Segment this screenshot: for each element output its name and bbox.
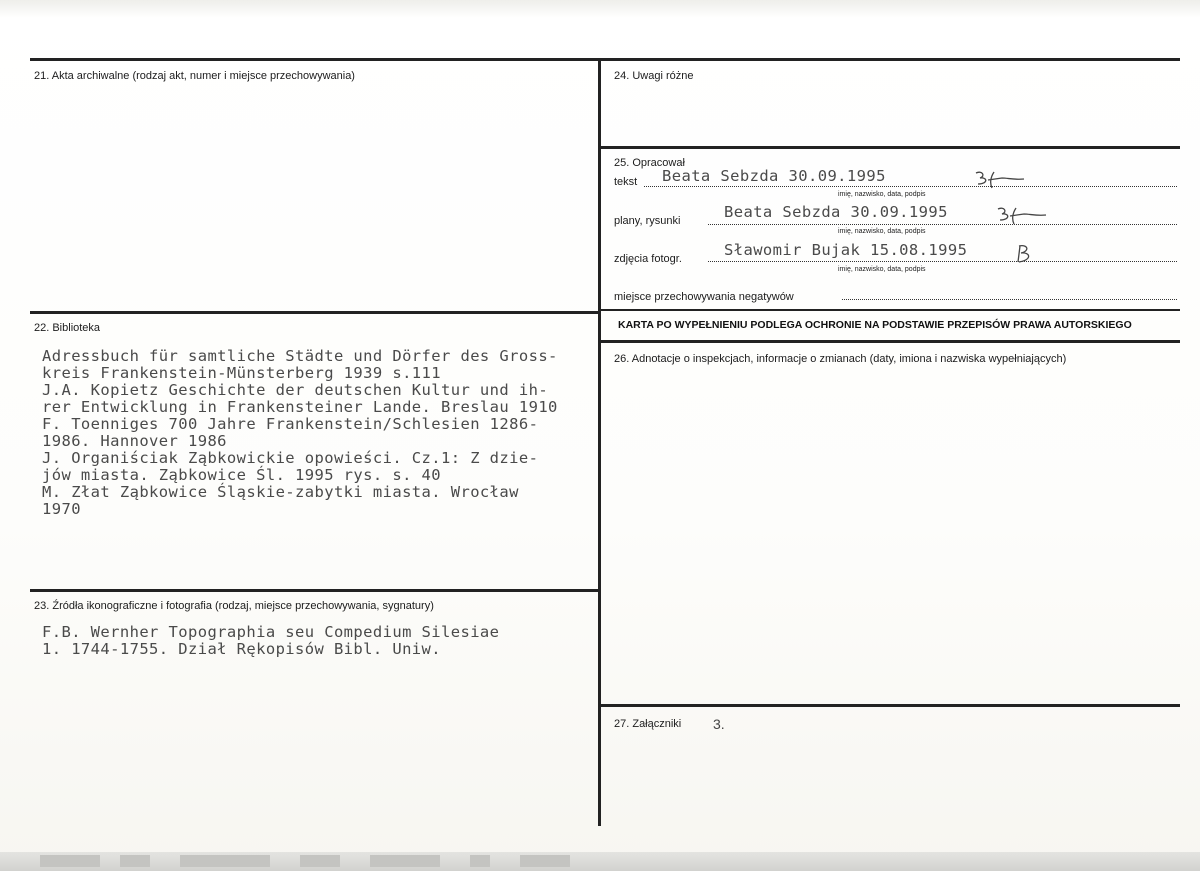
- tekst-signature: [968, 168, 1030, 190]
- top-border-line: [30, 58, 1180, 61]
- section-27-label: 27. Załączniki: [614, 718, 682, 730]
- bibliography-line: Adressbuch für samtliche Städte und Dörfer des Gross-: [42, 347, 558, 365]
- tekst-caption: imię, nazwisko, data, podpis: [838, 191, 926, 198]
- source-line: 1. 1744-1755. Dział Rękopisów Bibl. Uniw.: [42, 640, 442, 658]
- plany-line: [708, 224, 1177, 225]
- copyright-warning: KARTA PO WYPEŁNIENIU PODLEGA OCHRONIE NA PODSTAWIE PRZEPISÓW PRAWA AUTORSKIEGO: [618, 319, 1132, 331]
- section-23-sources: [42, 624, 499, 658]
- section-25-label: 25. Opracował: [614, 157, 685, 169]
- bibliography-line: J. Organiściak Ząbkowickie opowieści. Cz.1: Z dzie-: [42, 449, 539, 467]
- source-line: F.B. Wernher Topographia seu Compedium Silesiae: [42, 623, 500, 641]
- section-24-label: 24. Uwagi różne: [614, 70, 694, 82]
- zdjecia-value: Sławomir Bujak 15.08.1995: [724, 241, 968, 259]
- negatywy-label: miejsce przechowywania negatywów: [614, 291, 794, 303]
- divider-warning-bottom: [600, 340, 1180, 343]
- tekst-line: [644, 186, 1177, 187]
- divider-21-22: [30, 311, 600, 314]
- section-22-label: 22. Biblioteka: [34, 322, 101, 334]
- section-21-label: 21. Akta archiwalne (rodzaj akt, numer i miejsce przechowywania): [34, 70, 355, 82]
- scan-top-edge: [0, 0, 1200, 18]
- section-22-bibliography: [42, 348, 558, 518]
- zdjecia-signature: [1012, 242, 1038, 266]
- section-27-value: 3.: [713, 716, 725, 732]
- bibliography-line: 1970: [42, 500, 81, 518]
- negatywy-line: [842, 299, 1177, 300]
- divider-26-27: [600, 704, 1180, 707]
- section-26-label: 26. Adnotacje o inspekcjach, informacje o zmianach (daty, imiona i nazwiska wypełniających): [614, 353, 1067, 365]
- plany-signature: [990, 204, 1052, 226]
- divider-warning-top: [600, 309, 1180, 311]
- plany-value: Beata Sebzda 30.09.1995: [724, 203, 948, 221]
- bibliography-line: 1986. Hannover 1986: [42, 432, 227, 450]
- plany-caption: imię, nazwisko, data, podpis: [838, 228, 926, 235]
- bibliography-line: F. Toenniges 700 Jahre Frankenstein/Schlesien 1286-: [42, 415, 539, 433]
- plany-label: plany, rysunki: [614, 215, 681, 227]
- zdjecia-caption: imię, nazwisko, data, podpis: [838, 266, 926, 273]
- tekst-value: Beata Sebzda 30.09.1995: [662, 167, 886, 185]
- zdjecia-line: [708, 261, 1177, 262]
- bibliography-line: J.A. Kopietz Geschichte der deutschen Kultur und ih-: [42, 381, 549, 399]
- divider-24-25: [600, 146, 1180, 149]
- bibliography-line: jów miasta. Ząbkowice Śl. 1995 rys. s. 40: [42, 466, 442, 484]
- zdjecia-label: zdjęcia fotogr.: [614, 253, 682, 265]
- tekst-label: tekst: [614, 176, 638, 188]
- bibliography-line: kreis Frankenstein-Münsterberg 1939 s.111: [42, 364, 442, 382]
- bibliography-line: rer Entwicklung in Frankensteiner Lande. Breslau 1910: [42, 398, 558, 416]
- scan-bottom-edge: [0, 852, 1200, 871]
- section-23-label: 23. Źródła ikonograficzne i fotografia (rodzaj, miejsce przechowywania, sygnatury): [34, 600, 434, 612]
- center-divider-line: [598, 58, 601, 826]
- bibliography-line: M. Złat Ząbkowice Śląskie-zabytki miasta. Wrocław: [42, 483, 519, 501]
- divider-22-23: [30, 589, 600, 592]
